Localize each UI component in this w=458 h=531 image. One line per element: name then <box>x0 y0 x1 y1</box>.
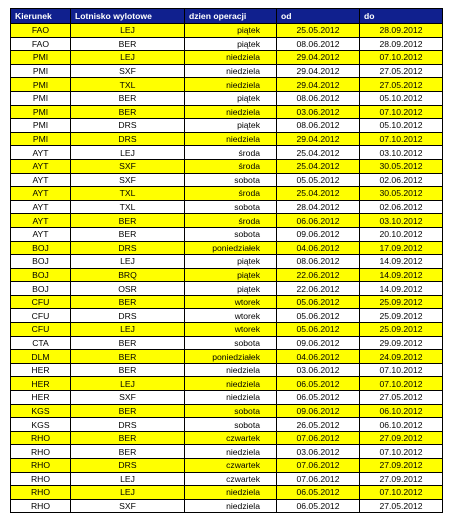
day-cell: wtorek <box>185 295 277 309</box>
to-date-cell: 03.10.2012 <box>360 146 443 160</box>
destination-cell: RHO <box>11 445 71 459</box>
table-row <box>11 309 443 323</box>
to-date-cell: 07.10.2012 <box>360 51 443 65</box>
day-cell: czwartek <box>185 459 277 473</box>
destination-cell: PMI <box>11 78 71 92</box>
header-to: do <box>360 9 443 24</box>
day-cell: sobota <box>185 200 277 214</box>
airport-cell: TXL <box>71 187 185 201</box>
table-row <box>11 472 443 486</box>
to-date-cell: 27.05.2012 <box>360 64 443 78</box>
day-cell: niedziela <box>185 51 277 65</box>
destination-cell: PMI <box>11 51 71 65</box>
table-row <box>11 159 443 173</box>
table-row <box>11 119 443 133</box>
airport-cell: BER <box>71 295 185 309</box>
airport-cell: LEJ <box>71 146 185 160</box>
day-cell: niedziela <box>185 486 277 500</box>
airport-cell: DRS <box>71 132 185 146</box>
airport-cell: DRS <box>71 241 185 255</box>
to-date-cell: 07.10.2012 <box>360 105 443 119</box>
day-cell: środa <box>185 146 277 160</box>
day-cell: piątek <box>185 268 277 282</box>
table-row <box>11 363 443 377</box>
table-row <box>11 459 443 473</box>
table-row <box>11 391 443 405</box>
airport-cell: LEJ <box>71 472 185 486</box>
airport-cell: LEJ <box>71 24 185 38</box>
destination-cell: CFU <box>11 295 71 309</box>
to-date-cell: 27.05.2012 <box>360 499 443 513</box>
from-date-cell: 09.06.2012 <box>277 404 360 418</box>
table-row <box>11 146 443 160</box>
to-date-cell: 06.10.2012 <box>360 418 443 432</box>
destination-cell: AYT <box>11 159 71 173</box>
to-date-cell: 14.09.2012 <box>360 255 443 269</box>
to-date-cell: 05.10.2012 <box>360 119 443 133</box>
from-date-cell: 03.06.2012 <box>277 105 360 119</box>
airport-cell: LEJ <box>71 51 185 65</box>
header-operation-day: dzien operacji <box>185 9 277 24</box>
to-date-cell: 03.10.2012 <box>360 214 443 228</box>
airport-cell: TXL <box>71 78 185 92</box>
destination-cell: HER <box>11 391 71 405</box>
airport-cell: BER <box>71 404 185 418</box>
destination-cell: RHO <box>11 431 71 445</box>
to-date-cell: 06.10.2012 <box>360 404 443 418</box>
from-date-cell: 29.04.2012 <box>277 51 360 65</box>
airport-cell: BER <box>71 336 185 350</box>
header-row <box>11 9 443 24</box>
destination-cell: HER <box>11 377 71 391</box>
destination-cell: PMI <box>11 132 71 146</box>
destination-cell: AYT <box>11 187 71 201</box>
from-date-cell: 22.06.2012 <box>277 282 360 296</box>
from-date-cell: 09.06.2012 <box>277 227 360 241</box>
day-cell: sobota <box>185 173 277 187</box>
day-cell: niedziela <box>185 377 277 391</box>
table-row <box>11 404 443 418</box>
to-date-cell: 25.09.2012 <box>360 309 443 323</box>
from-date-cell: 04.06.2012 <box>277 241 360 255</box>
to-date-cell: 17.09.2012 <box>360 241 443 255</box>
from-date-cell: 07.06.2012 <box>277 431 360 445</box>
day-cell: piątek <box>185 119 277 133</box>
table-row <box>11 323 443 337</box>
from-date-cell: 06.05.2012 <box>277 499 360 513</box>
destination-cell: CFU <box>11 309 71 323</box>
to-date-cell: 07.10.2012 <box>360 363 443 377</box>
airport-cell: BER <box>71 37 185 51</box>
destination-cell: BOJ <box>11 241 71 255</box>
destination-cell: FAO <box>11 24 71 38</box>
from-date-cell: 05.06.2012 <box>277 295 360 309</box>
day-cell: sobota <box>185 404 277 418</box>
from-date-cell: 29.04.2012 <box>277 64 360 78</box>
destination-cell: AYT <box>11 173 71 187</box>
airport-cell: BER <box>71 91 185 105</box>
table-row <box>11 187 443 201</box>
table-row <box>11 418 443 432</box>
day-cell: środa <box>185 187 277 201</box>
table-row <box>11 64 443 78</box>
table-row <box>11 227 443 241</box>
from-date-cell: 07.06.2012 <box>277 472 360 486</box>
table-row <box>11 200 443 214</box>
destination-cell: PMI <box>11 64 71 78</box>
day-cell: wtorek <box>185 323 277 337</box>
airport-cell: SXF <box>71 391 185 405</box>
day-cell: poniedziałek <box>185 350 277 364</box>
airport-cell: DRS <box>71 119 185 133</box>
to-date-cell: 07.10.2012 <box>360 445 443 459</box>
day-cell: środa <box>185 159 277 173</box>
day-cell: niedziela <box>185 391 277 405</box>
to-date-cell: 25.09.2012 <box>360 295 443 309</box>
table-row <box>11 377 443 391</box>
from-date-cell: 03.06.2012 <box>277 363 360 377</box>
destination-cell: BOJ <box>11 282 71 296</box>
from-date-cell: 05.06.2012 <box>277 323 360 337</box>
from-date-cell: 05.06.2012 <box>277 309 360 323</box>
to-date-cell: 07.10.2012 <box>360 377 443 391</box>
day-cell: wtorek <box>185 309 277 323</box>
destination-cell: AYT <box>11 227 71 241</box>
day-cell: piątek <box>185 91 277 105</box>
table-row <box>11 431 443 445</box>
from-date-cell: 29.04.2012 <box>277 78 360 92</box>
day-cell: niedziela <box>185 78 277 92</box>
day-cell: sobota <box>185 227 277 241</box>
to-date-cell: 28.09.2012 <box>360 24 443 38</box>
destination-cell: RHO <box>11 499 71 513</box>
table-row <box>11 486 443 500</box>
airport-cell: BER <box>71 214 185 228</box>
destination-cell: KGS <box>11 418 71 432</box>
destination-cell: CFU <box>11 323 71 337</box>
destination-cell: DLM <box>11 350 71 364</box>
day-cell: sobota <box>185 418 277 432</box>
airport-cell: LEJ <box>71 323 185 337</box>
table-row <box>11 350 443 364</box>
from-date-cell: 03.06.2012 <box>277 445 360 459</box>
destination-cell: BOJ <box>11 255 71 269</box>
from-date-cell: 29.04.2012 <box>277 132 360 146</box>
destination-cell: BOJ <box>11 268 71 282</box>
table-row <box>11 241 443 255</box>
destination-cell: HER <box>11 363 71 377</box>
from-date-cell: 25.04.2012 <box>277 159 360 173</box>
from-date-cell: 05.05.2012 <box>277 173 360 187</box>
airport-cell: DRS <box>71 309 185 323</box>
destination-cell: PMI <box>11 119 71 133</box>
airport-cell: SXF <box>71 499 185 513</box>
day-cell: niedziela <box>185 64 277 78</box>
header-departure-airport: Lotnisko wylotowe <box>71 9 185 24</box>
table-row <box>11 214 443 228</box>
destination-cell: KGS <box>11 404 71 418</box>
airport-cell: TXL <box>71 200 185 214</box>
day-cell: niedziela <box>185 132 277 146</box>
table-row <box>11 37 443 51</box>
table-row <box>11 91 443 105</box>
table-row <box>11 132 443 146</box>
from-date-cell: 08.06.2012 <box>277 255 360 269</box>
table-row <box>11 295 443 309</box>
to-date-cell: 30.05.2012 <box>360 187 443 201</box>
airport-cell: BRQ <box>71 268 185 282</box>
day-cell: piątek <box>185 24 277 38</box>
table-row <box>11 499 443 513</box>
day-cell: czwartek <box>185 431 277 445</box>
table-row <box>11 78 443 92</box>
day-cell: niedziela <box>185 499 277 513</box>
day-cell: piątek <box>185 255 277 269</box>
to-date-cell: 24.09.2012 <box>360 350 443 364</box>
to-date-cell: 02.06.2012 <box>360 173 443 187</box>
table-row <box>11 268 443 282</box>
destination-cell: PMI <box>11 91 71 105</box>
from-date-cell: 06.05.2012 <box>277 486 360 500</box>
from-date-cell: 26.05.2012 <box>277 418 360 432</box>
table-row <box>11 105 443 119</box>
to-date-cell: 27.09.2012 <box>360 459 443 473</box>
to-date-cell: 14.09.2012 <box>360 268 443 282</box>
day-cell: sobota <box>185 336 277 350</box>
to-date-cell: 27.05.2012 <box>360 391 443 405</box>
flight-schedule <box>10 8 442 513</box>
airport-cell: LEJ <box>71 255 185 269</box>
day-cell: piątek <box>185 37 277 51</box>
to-date-cell: 20.10.2012 <box>360 227 443 241</box>
day-cell: poniedziałek <box>185 241 277 255</box>
to-date-cell: 30.05.2012 <box>360 159 443 173</box>
destination-cell: RHO <box>11 472 71 486</box>
airport-cell: BER <box>71 431 185 445</box>
airport-cell: LEJ <box>71 486 185 500</box>
day-cell: czwartek <box>185 472 277 486</box>
to-date-cell: 02.06.2012 <box>360 200 443 214</box>
to-date-cell: 07.10.2012 <box>360 132 443 146</box>
from-date-cell: 06.05.2012 <box>277 391 360 405</box>
to-date-cell: 27.05.2012 <box>360 78 443 92</box>
from-date-cell: 08.06.2012 <box>277 37 360 51</box>
to-date-cell: 05.10.2012 <box>360 91 443 105</box>
airport-cell: SXF <box>71 173 185 187</box>
day-cell: niedziela <box>185 445 277 459</box>
destination-cell: RHO <box>11 459 71 473</box>
from-date-cell: 25.04.2012 <box>277 187 360 201</box>
airport-cell: LEJ <box>71 377 185 391</box>
day-cell: niedziela <box>185 105 277 119</box>
header-destination: Kierunek <box>11 9 71 24</box>
header-from: od <box>277 9 360 24</box>
destination-cell: RHO <box>11 486 71 500</box>
from-date-cell: 25.04.2012 <box>277 146 360 160</box>
destination-cell: FAO <box>11 37 71 51</box>
destination-cell: AYT <box>11 146 71 160</box>
to-date-cell: 29.09.2012 <box>360 336 443 350</box>
day-cell: środa <box>185 214 277 228</box>
day-cell: niedziela <box>185 363 277 377</box>
table-row <box>11 336 443 350</box>
airport-cell: BER <box>71 363 185 377</box>
airport-cell: BER <box>71 227 185 241</box>
day-cell: piątek <box>185 282 277 296</box>
table-row <box>11 51 443 65</box>
from-date-cell: 04.06.2012 <box>277 350 360 364</box>
airport-cell: BER <box>71 105 185 119</box>
destination-cell: CTA <box>11 336 71 350</box>
from-date-cell: 09.06.2012 <box>277 336 360 350</box>
from-date-cell: 06.06.2012 <box>277 214 360 228</box>
to-date-cell: 14.09.2012 <box>360 282 443 296</box>
destination-cell: AYT <box>11 200 71 214</box>
to-date-cell: 25.09.2012 <box>360 323 443 337</box>
from-date-cell: 28.04.2012 <box>277 200 360 214</box>
from-date-cell: 22.06.2012 <box>277 268 360 282</box>
table-row <box>11 282 443 296</box>
from-date-cell: 06.05.2012 <box>277 377 360 391</box>
from-date-cell: 25.05.2012 <box>277 24 360 38</box>
airport-cell: SXF <box>71 159 185 173</box>
table-row <box>11 24 443 38</box>
airport-cell: SXF <box>71 64 185 78</box>
airport-cell: DRS <box>71 418 185 432</box>
to-date-cell: 07.10.2012 <box>360 486 443 500</box>
airport-cell: DRS <box>71 459 185 473</box>
table-row <box>11 255 443 269</box>
to-date-cell: 27.09.2012 <box>360 472 443 486</box>
from-date-cell: 07.06.2012 <box>277 459 360 473</box>
to-date-cell: 27.09.2012 <box>360 431 443 445</box>
schedule-table <box>10 8 443 513</box>
destination-cell: PMI <box>11 105 71 119</box>
to-date-cell: 28.09.2012 <box>360 37 443 51</box>
airport-cell: OSR <box>71 282 185 296</box>
airport-cell: BER <box>71 445 185 459</box>
from-date-cell: 08.06.2012 <box>277 119 360 133</box>
from-date-cell: 08.06.2012 <box>277 91 360 105</box>
table-row <box>11 173 443 187</box>
airport-cell: BER <box>71 350 185 364</box>
table-row <box>11 445 443 459</box>
destination-cell: AYT <box>11 214 71 228</box>
